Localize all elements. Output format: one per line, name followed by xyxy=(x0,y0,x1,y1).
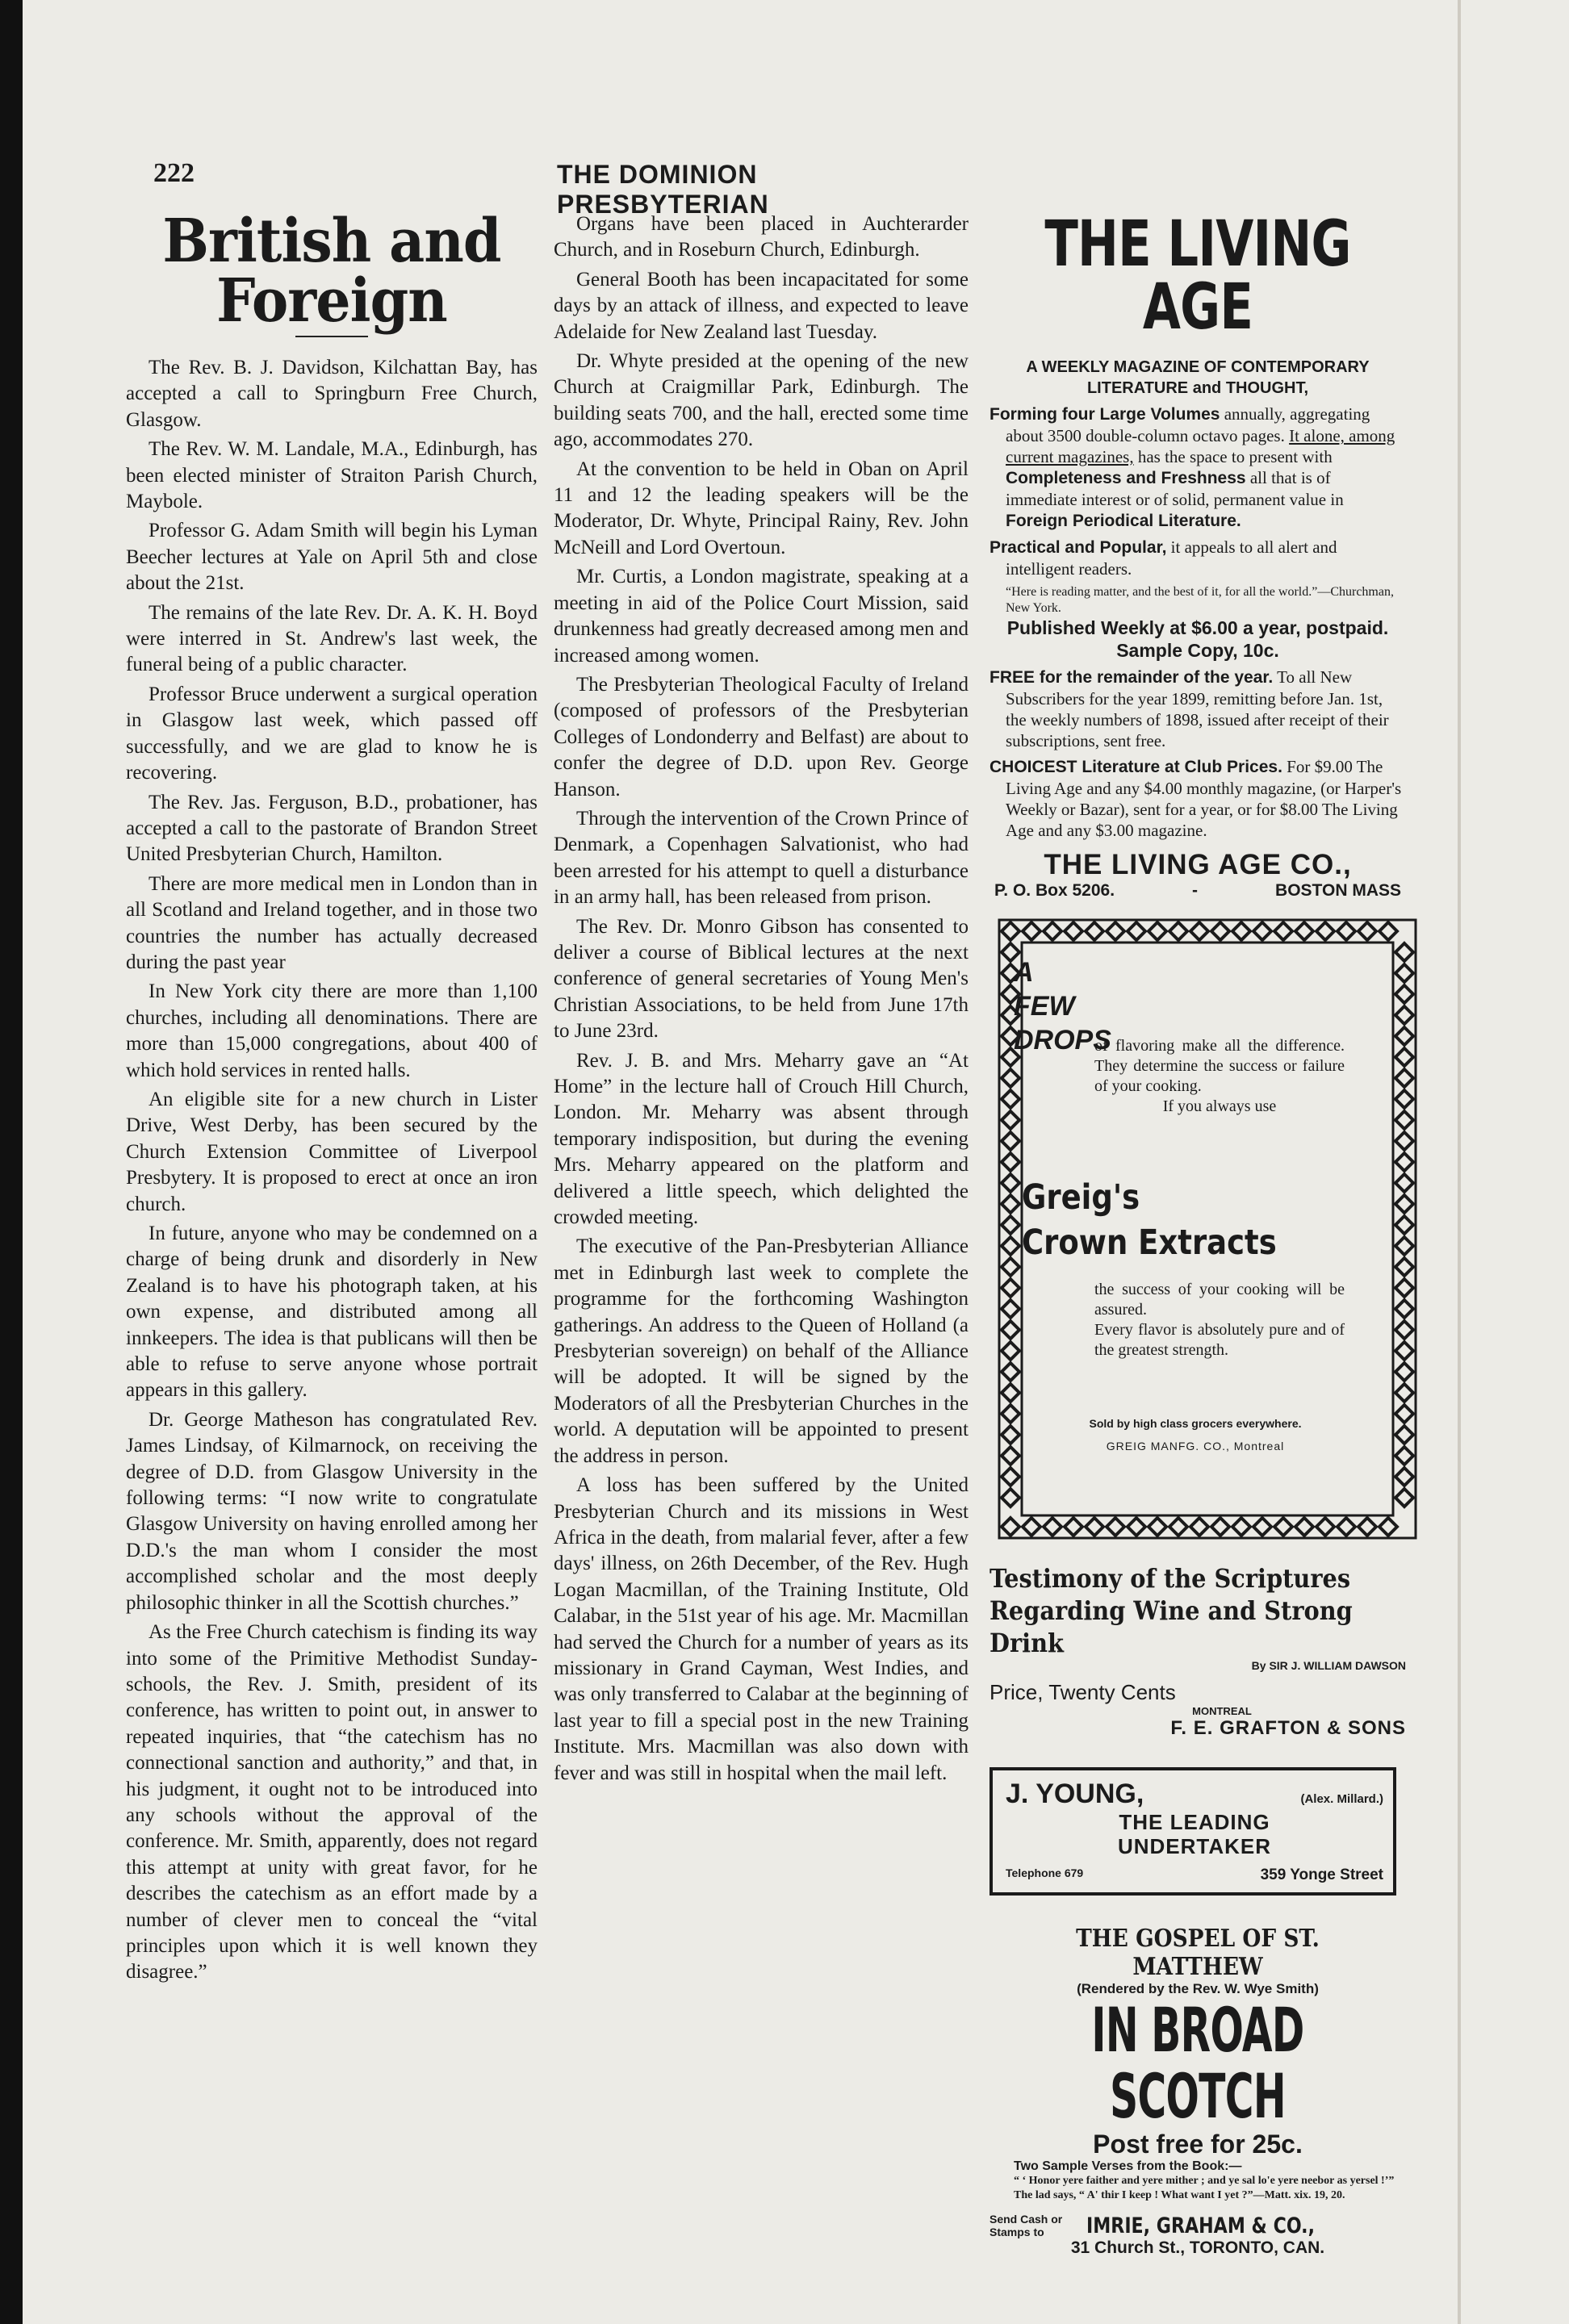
gospel-title: THE GOSPEL OF ST. MATTHEW xyxy=(1076,1925,1320,1981)
diamond-ornament xyxy=(1295,1518,1313,1536)
advertisement-column xyxy=(990,208,1406,2258)
diamond-ornament xyxy=(1395,1069,1413,1087)
testimony-publisher: F. E. GRAFTON & SONS xyxy=(1170,1717,1406,1739)
living-age-address: P. O. Box 5206. - BOSTON MASS xyxy=(994,881,1401,900)
section-title: British and Foreign xyxy=(162,207,501,336)
gospel-big: IN BROAD SCOTCH xyxy=(1091,1994,1304,2132)
diamond-ornament xyxy=(1232,922,1250,940)
young-name: J. YOUNG, xyxy=(1006,1779,1144,1809)
ad-gospel xyxy=(990,1925,1406,2258)
young-line1: THE LEADING xyxy=(1119,1810,1270,1834)
column1-paragraphs xyxy=(126,355,538,1986)
news-paragraph: Through the intervention of the Crown Prince of Denmark, a Copenhagen Salvationist, who had been arrested for his attempt to quell a disturbance in an army hall, has been released from prison. xyxy=(554,807,969,909)
diamond-ornament xyxy=(1379,922,1397,940)
diamond-ornament xyxy=(1395,1132,1413,1150)
diamond-ornament xyxy=(1358,922,1376,940)
news-paragraph: Professor G. Adam Smith will begin his Lyman Beecher lectures at Yale on April 5th and close about the 21st. xyxy=(126,520,538,595)
diamond-ornament xyxy=(1337,922,1355,940)
diamond-ornament xyxy=(1169,1518,1187,1536)
diamond-ornament xyxy=(1395,1111,1413,1129)
diamond-ornament xyxy=(1395,1489,1413,1507)
diamond-ornament xyxy=(1395,1321,1413,1339)
diamond-ornament xyxy=(1395,1300,1413,1318)
news-paragraph: The executive of the Pan-Presbyterian Alliance met in Edinburgh last week to complete the programme for the forthcoming Washington gatherings. An address to the Queen of Holland (a Presbyterian sovereign) on behalf of the Alliance will be adopted. It will be signed by the Moderators of all the Presbyterian Churches in the world. A deputation will be appointed to present the address in person. xyxy=(554,1235,969,1467)
diamond-ornament xyxy=(1274,922,1292,940)
gospel-price: Post free for 25c. xyxy=(1093,2130,1303,2159)
diamond-ornament xyxy=(1395,1426,1413,1444)
title-rule xyxy=(295,336,368,337)
diamond-ornament xyxy=(1274,1518,1292,1536)
diamond-ornament xyxy=(1149,1518,1166,1536)
testimony-city: MONTREAL xyxy=(1192,1705,1252,1717)
diamond-ornament xyxy=(1149,922,1166,940)
diamond-ornament xyxy=(1358,1518,1376,1536)
diamond-ornament xyxy=(1211,1518,1229,1536)
gospel-address: 31 Church St., TORONTO, CAN. xyxy=(1070,2238,1325,2257)
diamond-ornament xyxy=(1086,1518,1103,1536)
gospel-verse: “ ‘ Honor yere faither and yere mither ; and ye sal lo'e yere neebor as yersel !’” The lad says, “ A' thir I keep ! What want I yet ?”—Matt. xix. 19, 20. xyxy=(1014,2175,1395,2201)
diamond-ornament xyxy=(1002,922,1019,940)
diamond-ornament xyxy=(1044,922,1061,940)
greig-sold: Sold by high class grocers everywhere. xyxy=(1089,1417,1302,1430)
page-fold xyxy=(1458,0,1461,2324)
news-paragraph: Dr. George Matheson has congratulated Rev. James Lindsay, of Kilmarnock, on receiving the degree of D.D. from Glasgow University in the following terms: “I now write to congratulate Glasgow University on having enrolled among her D.D.'s the man whom I consider the most accomplished scholar and the most deeply philosophic thinker in all the Scottish churches.” xyxy=(126,1408,538,1614)
diamond-ornament xyxy=(1395,1006,1413,1024)
diamond-ornament xyxy=(1023,922,1040,940)
diamond-ornament xyxy=(1002,1069,1019,1087)
gospel-sample-heading: Two Sample Verses from the Book:— xyxy=(1014,2159,1242,2173)
gospel-order xyxy=(990,2213,1406,2238)
diamond-ornament xyxy=(1395,1468,1413,1486)
diamond-ornament xyxy=(1395,1258,1413,1276)
living-age-title: THE LIVING AGE xyxy=(1044,208,1351,344)
living-age-subtitle: A WEEKLY MAGAZINE OF CONTEMPORARY LITERATURE and THOUGHT, xyxy=(1026,358,1370,397)
diamond-ornament xyxy=(1395,943,1413,961)
living-age-company: THE LIVING AGE CO., xyxy=(1044,849,1352,880)
diamond-ornament xyxy=(1023,1518,1040,1536)
news-paragraph: The Rev. B. J. Davidson, Kilchattan Bay, has accepted a call to Springburn Free Church, Glasgow. xyxy=(126,357,538,431)
testimony-title: Testimony of the Scriptures Regarding Wine and Strong Drink xyxy=(990,1563,1353,1658)
diamond-ornament xyxy=(1395,1027,1413,1045)
diamond-ornament xyxy=(1065,922,1082,940)
young-phone: Telephone 679 xyxy=(1006,1866,1084,1879)
diamond-ornament xyxy=(1002,1447,1019,1465)
news-paragraph: General Booth has been incapacitated for some days by an attack of illness, and expected to leave Adelaide for New Zealand last Tuesday. xyxy=(554,268,969,343)
living-age-practical: Practical and Popular, it appeals to all alert and intelligent readers. xyxy=(990,537,1337,579)
diamond-ornament xyxy=(1395,1048,1413,1066)
running-head xyxy=(153,158,977,219)
column-news-continued xyxy=(554,211,969,1790)
living-age-free: FREE for the remainder of the year. To all New Subscribers for the year 1899, remitting before Jan. 1st, the weekly numbers of 1898, issued after receipt of their subscriptions, sent free. xyxy=(990,667,1389,750)
diamond-ornament xyxy=(1211,922,1229,940)
diamond-ornament xyxy=(1002,1195,1019,1213)
diamond-ornament xyxy=(1395,1153,1413,1171)
diamond-ornament xyxy=(1395,1342,1413,1360)
young-alt: (Alex. Millard.) xyxy=(1300,1792,1383,1806)
news-paragraph: Professor Bruce underwent a surgical operation in Glasgow last week, which passed off successfully, and we are glad to know he is recovering. xyxy=(126,683,538,784)
living-age-quote: “Here is reading matter, and the best of it, for all the world.”—Churchman, New York. xyxy=(1006,585,1394,615)
news-paragraph: At the convention to be held in Oban on April 11 and 12 the leading speakers will be the Moderator, Dr. Whyte, Principal Rainy, Rev. John McNeill and Lord Overtoun. xyxy=(554,458,969,558)
gospel-publisher: IMRIE, GRAHAM & CO., xyxy=(1086,2213,1315,2238)
diamond-ornament xyxy=(1232,1518,1250,1536)
news-paragraph: The Rev. Dr. Monro Gibson has consented to deliver a course of Biblical lectures at the next conference of general secretaries of Young Men's Christian Associations, to be held from June 17th to June 23rd. xyxy=(554,915,969,1043)
diamond-ornament xyxy=(1002,1237,1019,1255)
diamond-ornament xyxy=(1107,1518,1124,1536)
diamond-ornament xyxy=(1190,922,1208,940)
diamond-ornament xyxy=(1002,1300,1019,1318)
diamond-ornament xyxy=(1395,985,1413,1003)
diamond-ornament xyxy=(1065,1518,1082,1536)
diamond-ornament xyxy=(1002,1405,1019,1423)
diamond-ornament xyxy=(1002,1363,1019,1381)
diamond-ornament xyxy=(1337,1518,1355,1536)
news-paragraph: As the Free Church catechism is finding its way into some of the Primitive Methodist Sunday-schools, the Rev. J. Smith, president of its conference, has written to point out, in answer to repeated inquiries, that “the catechism has no connectional sanction and authority,” and that, in his judgment, it ought not to be introduced into any schools without the approval of the conference. Mr. Smith, apparently, does not regard this attempt at unity with great favor, for he describes the catechism as an effort made by a number of clever men to conceal the “vital principles upon which it is well known they disagree.” xyxy=(126,1621,538,1983)
diamond-ornament xyxy=(1190,1518,1208,1536)
living-age-club: CHOICEST Literature at Club Prices. For $9.00 The Living Age and any $4.00 monthly magazine, (or Harper's Weekly or Bazar), sent for a year, or for $8.00 The Living Age and any $3.00 magazine. xyxy=(990,757,1402,840)
news-paragraph: Organs have been placed in Auchterarder Church, and in Roseburn Church, Edinburgh. xyxy=(554,213,969,261)
news-paragraph: The Rev. Jas. Ferguson, B.D., probationer, has accepted a call to the pastorate of Brandon Street United Presbyterian Church, Hamilton. xyxy=(126,791,538,866)
living-age-forming: Forming four Large Volumes annually, aggregating about 3500 double-column octavo pages. It alone, among current magazines, has the space to present with Completeness and Freshness all that is of immediate interest or of solid, permanent value in Foreign Periodical Literature. xyxy=(990,404,1395,530)
column-british-foreign xyxy=(126,207,538,1989)
diamond-ornament xyxy=(1379,1518,1397,1536)
diamond-ornament xyxy=(1316,922,1334,940)
diamond-ornament xyxy=(1295,922,1313,940)
diamond-ornament xyxy=(1002,1518,1019,1536)
page-number: 222 xyxy=(153,158,195,188)
diamond-ornament xyxy=(1128,922,1145,940)
diamond-ornament xyxy=(1002,1090,1019,1108)
greig-brand: Greig's Crown Extracts xyxy=(1022,1177,1277,1263)
greig-maker: GREIG MANFG. CO., Montreal xyxy=(1106,1440,1285,1452)
diamond-ornament xyxy=(1002,1384,1019,1402)
scan-edge xyxy=(0,0,23,2324)
diamond-ornament xyxy=(1002,1111,1019,1129)
news-paragraph: The Rev. W. M. Landale, M.A., Edinburgh, has been elected minister of Straiton Parish Church, Maybole. xyxy=(126,438,538,513)
news-paragraph: In New York city there are more than 1,100 churches, including all denominations. There are more than 15,000 congregations, about 400 of which hold services in rented halls. xyxy=(126,980,538,1081)
diamond-ornament xyxy=(1253,922,1271,940)
news-paragraph: Rev. J. B. and Mrs. Meharry gave an “At Home” in the lecture hall of Crouch Hill Church, London. Mr. Meharry was absent through temporary indisposition, but during the evening Mrs. Meharry appeared on the platform and delivered a little speech, which delighted the crowded meeting. xyxy=(554,1049,969,1229)
news-paragraph: The remains of the late Rev. Dr. A. K. H. Boyd were interred in St. Andrew's last week, the funeral being of a public character. xyxy=(126,601,538,676)
gospel-send: Send Cash or Stamps to xyxy=(990,2213,1063,2238)
diamond-ornament xyxy=(1395,1237,1413,1255)
column2-paragraphs xyxy=(554,211,969,1787)
news-paragraph: Dr. Whyte presided at the opening of the new Church at Craigmillar Park, Edinburgh. The building seats 700, and the hall, erected some time ago, accommodates 270. xyxy=(554,350,969,451)
diamond-ornament xyxy=(1253,1518,1271,1536)
diamond-ornament xyxy=(1002,1489,1019,1507)
ad-testimony xyxy=(990,1562,1406,1740)
diamond-ornament xyxy=(1395,1195,1413,1213)
gospel-rendered: (Rendered by the Rev. W. Wye Smith) xyxy=(1077,1981,1319,1996)
diamond-ornament xyxy=(1128,1518,1145,1536)
diamond-ornament xyxy=(1107,922,1124,940)
news-paragraph: In future, anyone who may be condemned on a charge of being drunk and disorderly in New Zealand is to have his photograph taken, at his own expense, and distributed among all innkeepers. The idea is that publicans will then be able to refuse to serve anyone whose portrait appears in this gallery. xyxy=(126,1223,538,1402)
greig-text-2: the success of your cooking will be assured. Every flavor is absolutely pure and of the greatest strength. xyxy=(1094,1281,1345,1359)
diamond-ornament xyxy=(1002,1153,1019,1171)
young-address: 359 Yonge Street xyxy=(1260,1866,1383,1883)
diamond-ornament xyxy=(1316,1518,1334,1536)
living-age-price: Published Weekly at $6.00 a year, postpaid. Sample Copy, 10c. xyxy=(1006,617,1389,661)
diamond-ornament xyxy=(1169,922,1187,940)
diamond-ornament xyxy=(1002,1342,1019,1360)
diamond-ornament xyxy=(1002,1258,1019,1276)
diamond-ornament xyxy=(1002,1321,1019,1339)
diamond-ornament xyxy=(1395,1447,1413,1465)
ad-living-age xyxy=(990,208,1406,901)
diamond-ornament xyxy=(1395,1279,1413,1297)
young-line2: UNDERTAKER xyxy=(1117,1834,1272,1858)
diamond-ornament xyxy=(1002,1279,1019,1297)
diamond-ornament xyxy=(1395,1405,1413,1423)
diamond-ornament xyxy=(1395,964,1413,982)
journal-title: THE DOMINION PRESBYTERIAN xyxy=(557,160,769,219)
testimony-price: Price, Twenty Cents xyxy=(990,1680,1176,1704)
diamond-ornament xyxy=(1395,1384,1413,1402)
diamond-ornament xyxy=(1002,1174,1019,1192)
greig-few-drops: A FEW DROPS xyxy=(1014,957,1111,1055)
diamond-ornament xyxy=(1395,1090,1413,1108)
diamond-ornament xyxy=(1002,1468,1019,1486)
news-paragraph: A loss has been suffered by the United Presbyterian Church and its missions in West Africa in the death, from malarial fever, after a few days' illness, on 26th December, of the Rev. Hugh Logan Macmillan, of the Training Institute, Old Calabar, in the 51st year of his age. Mr. Macmillan had served the Church for a number of years as its missionary in Grand Cayman, West Indies, and was only transferred to Calabar at the beginning of last year to fill a special post in the new Training Institute. Mrs. Macmillan was also down with fever and was still in hospital when the mail left. xyxy=(554,1474,969,1784)
greig-text-1: of flavoring make all the difference. They determine the success or failure of your cooking. If you always use xyxy=(1094,1037,1345,1115)
diamond-ornament xyxy=(1395,1363,1413,1381)
diamond-ornament xyxy=(1002,1216,1019,1234)
diamond-ornament xyxy=(1086,922,1103,940)
diamond-ornament xyxy=(1044,1518,1061,1536)
news-paragraph: There are more medical men in London than in all Scotland and Ireland together, and in those two countries the number has actually decreased during the past year xyxy=(126,872,538,973)
ad-greig xyxy=(990,901,1425,1546)
news-paragraph: Mr. Curtis, a London magistrate, speaking at a meeting in aid of the Police Court Mission, said drunkenness had greatly decreased among men and increased among women. xyxy=(554,566,969,667)
diamond-ornament xyxy=(1002,1132,1019,1150)
news-paragraph: The Presbyterian Theological Faculty of Ireland (composed of professors of the Presbyterian Colleges of Londonderry and Belfast) are about to confer the degree of D.D. upon Rev. George Hanson. xyxy=(554,673,969,800)
ad-young-undertaker xyxy=(990,1767,1396,1896)
diamond-ornament xyxy=(1002,1426,1019,1444)
diamond-ornament xyxy=(1395,1216,1413,1234)
testimony-author: By SIR J. WILLIAM DAWSON xyxy=(1251,1659,1406,1672)
diamond-ornament xyxy=(1395,1174,1413,1192)
news-paragraph: An eligible site for a new church in Lister Drive, West Derby, has been secured by the Church Extension Committee of Liverpool Presbytery. It is proposed to erect at once an iron church. xyxy=(126,1088,538,1215)
